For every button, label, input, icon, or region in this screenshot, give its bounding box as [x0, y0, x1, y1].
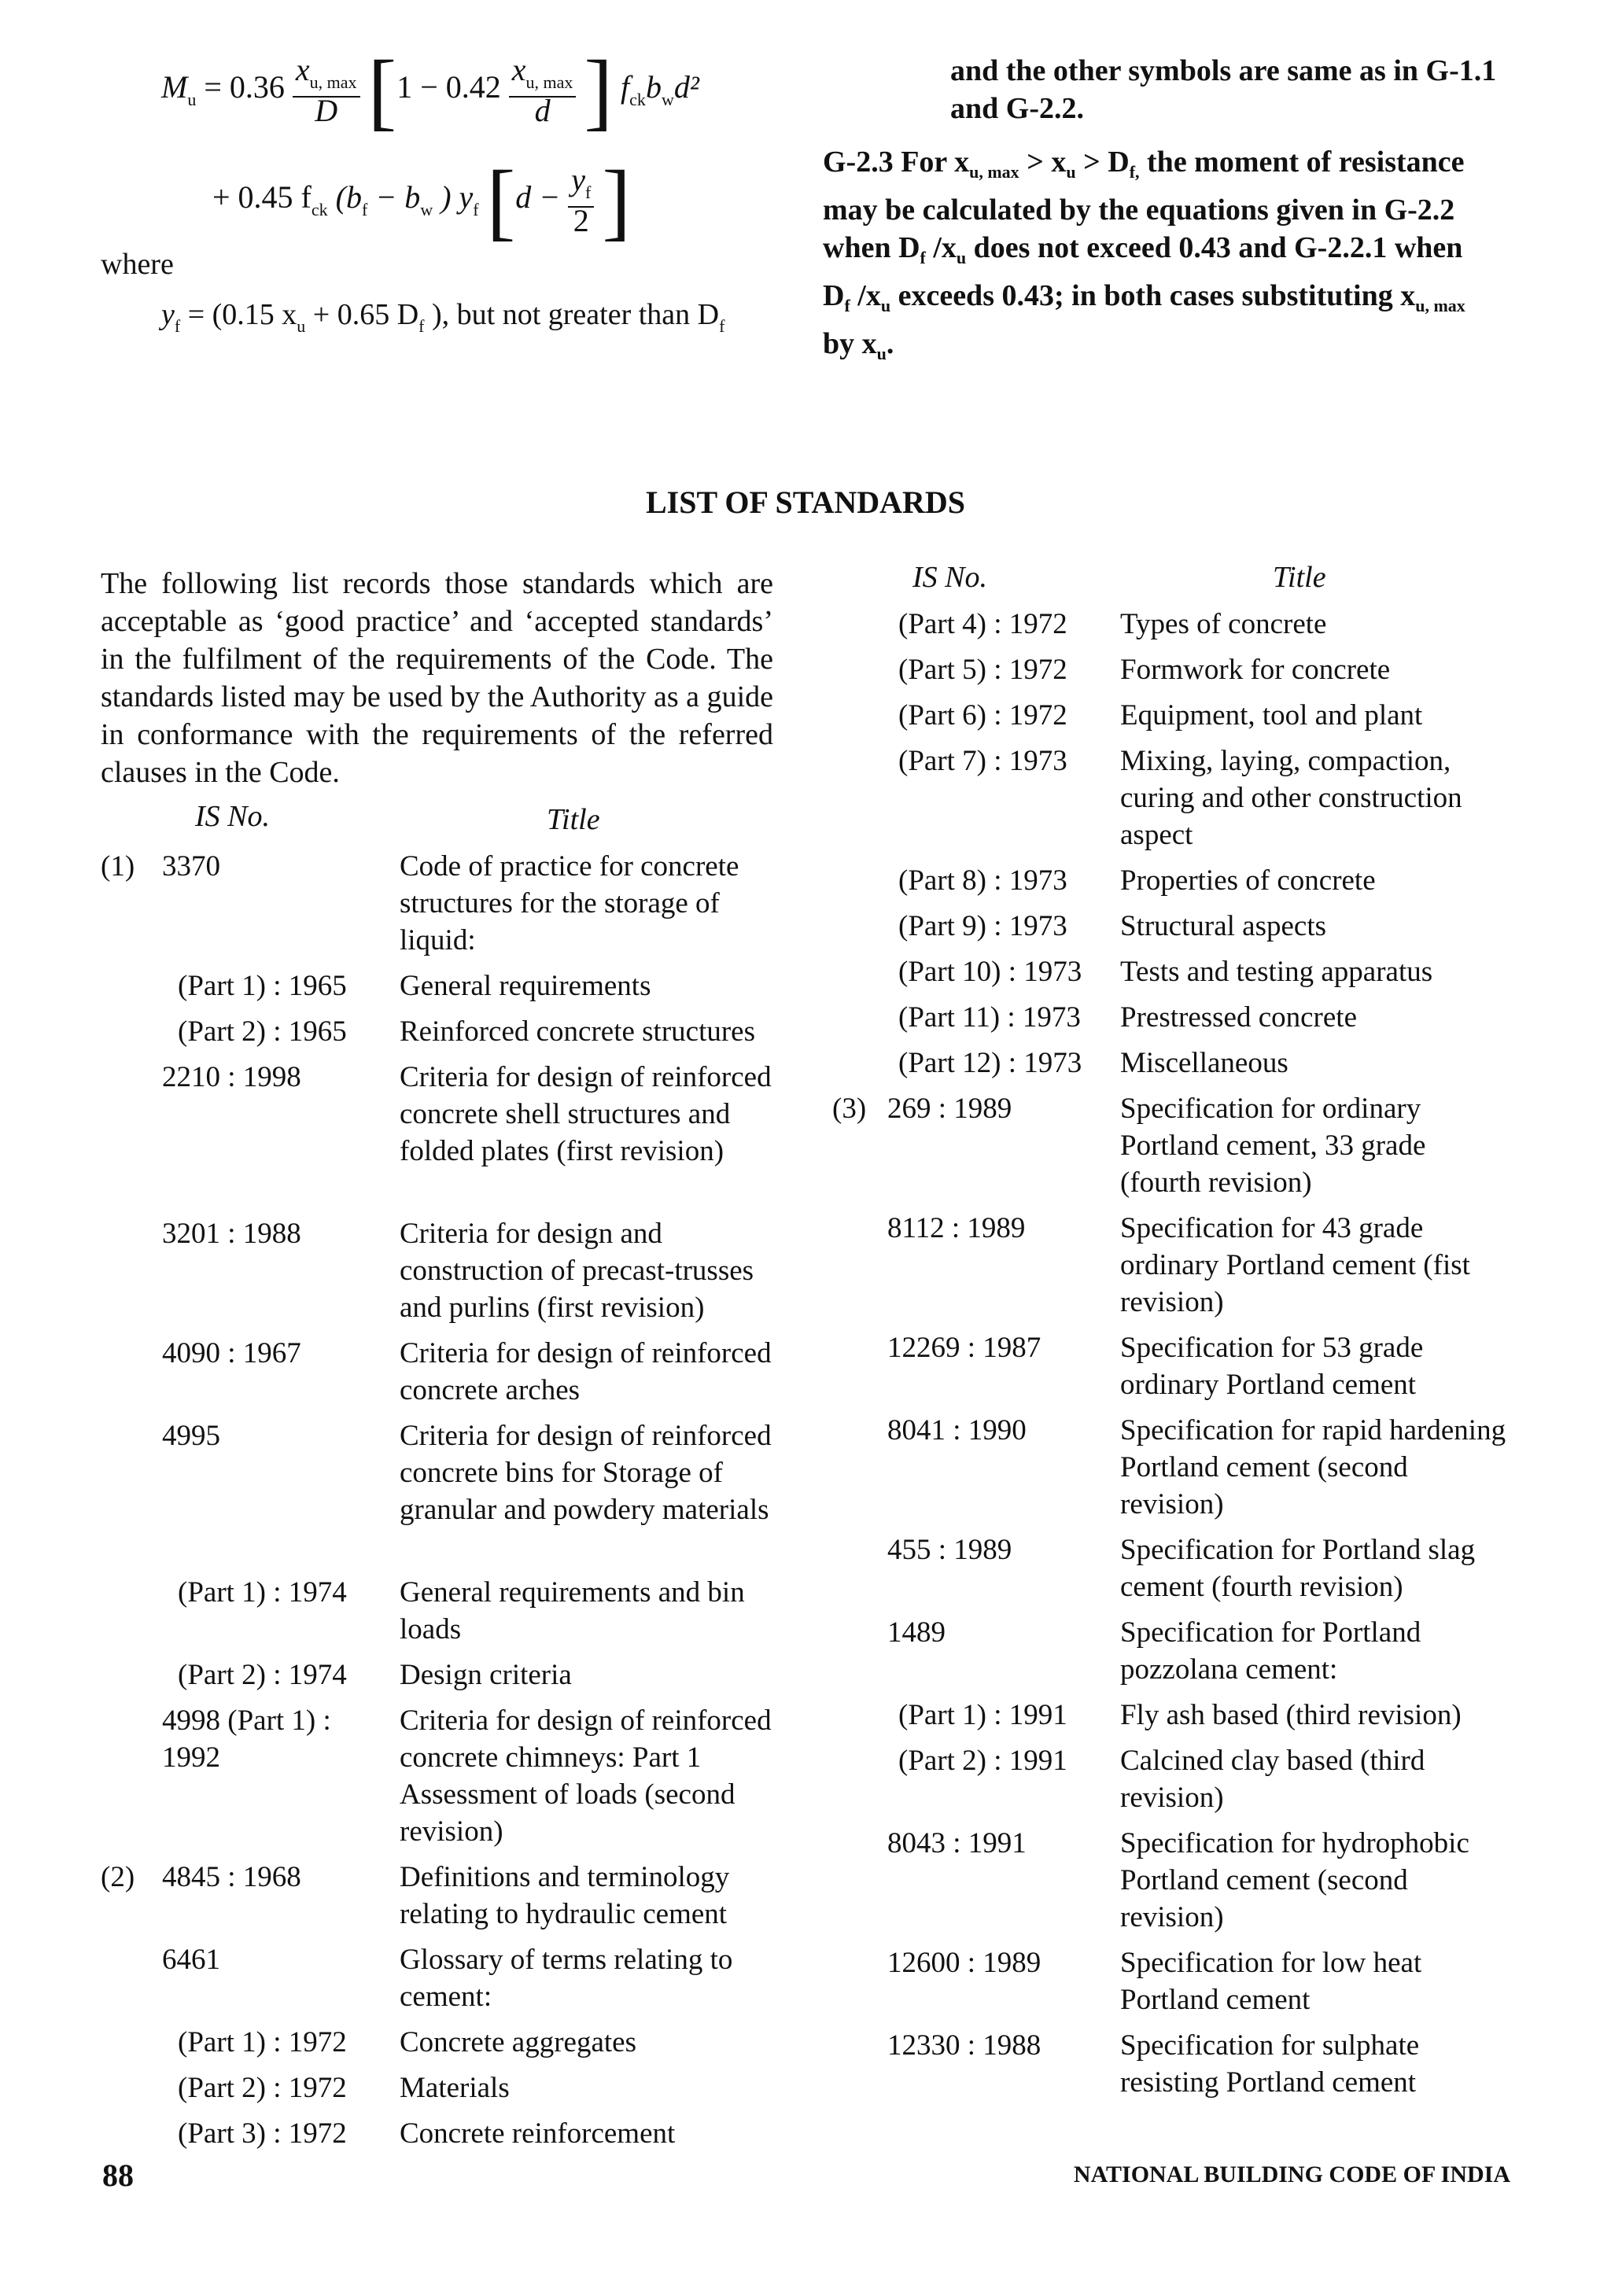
standard-is-number: (Part 1) : 1965 — [178, 970, 347, 1002]
where-label: where — [101, 248, 174, 281]
standard-is-number: (Part 2) : 1965 — [178, 1015, 347, 1048]
left-header-title: Title — [547, 803, 600, 836]
standard-title: Prestressed concrete — [1120, 1001, 1358, 1034]
yf-definition: $y_f = (0.15$ $x_u + 0.65$ $D_f$ ), but not greater than $D_f$ — [161, 298, 725, 336]
clause-label: G-2.3 — [823, 146, 894, 179]
standard-title: Concrete reinforcement — [400, 2117, 676, 2150]
standard-title: General requirements and bin loads — [400, 1576, 745, 1646]
standard-title: Criteria for design of reinforced concrete bins for Storage of granular and powdery materials — [400, 1420, 772, 1526]
standard-title: Specification for sulphate resisting Portland cement — [1120, 2029, 1420, 2099]
standard-title: Mixing, laying, compaction, curing and other construction aspect — [1120, 745, 1462, 851]
standard-title: Tests and testing apparatus — [1120, 956, 1433, 988]
standard-title: Specification for 43 grade ordinary Portland cement (fist revision) — [1120, 1212, 1470, 1318]
clause-g23-line: $D_f$ $/x_u$ exceeds 0.43; in both cases substituting $x_{u, max}$ — [823, 279, 1465, 315]
standard-is-number: 2210 : 1998 — [162, 1061, 301, 1093]
standard-group-index: (1) — [101, 850, 135, 883]
standard-is-number: (Part 8) : 1973 — [898, 864, 1067, 897]
standard-is-number: (Part 1) : 1974 — [178, 1576, 347, 1609]
standard-is-number: 8112 : 1989 — [887, 1212, 1026, 1244]
standard-is-number: 6461 — [162, 1944, 220, 1976]
standard-is-number: 4845 : 1968 — [162, 1861, 301, 1893]
standard-is-number: 8043 : 1991 — [887, 1827, 1027, 1859]
standard-is-number: (Part 9) : 1973 — [898, 910, 1067, 942]
symbols-note: and the other symbols are same as in G-1.1 and G-2.2. — [950, 54, 1497, 125]
standard-title: Criteria for design and construction of precast-trusses and purlins (first revision) — [400, 1218, 754, 1324]
standard-is-number: (Part 5) : 1972 — [898, 654, 1067, 686]
standard-group-index: (3) — [832, 1093, 867, 1125]
standard-title: Structural aspects — [1120, 910, 1326, 942]
page-number: 88 — [102, 2158, 134, 2193]
publication-name: NATIONAL BUILDING CODE OF INDIA — [1073, 2161, 1510, 2187]
standard-title: General requirements — [400, 970, 651, 1002]
standard-title: Criteria for design of reinforced concrete arches — [400, 1337, 772, 1406]
standard-is-number: 4090 : 1967 — [162, 1337, 301, 1369]
standard-title: Specification for ordinary Portland cement, 33 grade (fourth revision) — [1120, 1093, 1426, 1199]
standard-title: Design criteria — [400, 1659, 572, 1691]
standard-title: Reinforced concrete structures — [400, 1015, 756, 1048]
standard-is-number: (Part 2) : 1974 — [178, 1659, 347, 1691]
standard-is-number: (Part 1) : 1991 — [898, 1699, 1067, 1731]
standard-is-number: 269 : 1989 — [887, 1093, 1012, 1125]
standard-title: Calcined clay based (third revision) — [1120, 1745, 1425, 1814]
standard-is-number: 3201 : 1988 — [162, 1218, 301, 1250]
standard-title: Fly ash based (third revision) — [1120, 1699, 1462, 1731]
standard-title: Specification for rapid hardening Portland cement (second revision) — [1120, 1414, 1506, 1520]
standard-is-number: (Part 12) : 1973 — [898, 1047, 1082, 1079]
standard-is-number: 4998 (Part 1) : 1992 — [162, 1704, 331, 1774]
standard-is-number: (Part 4) : 1972 — [898, 608, 1067, 640]
standard-is-number: 455 : 1989 — [887, 1534, 1012, 1566]
standard-is-number: (Part 7) : 1973 — [898, 745, 1067, 777]
standard-is-number: (Part 3) : 1972 — [178, 2117, 347, 2150]
standard-title: Specification for hydrophobic Portland cement (second revision) — [1120, 1827, 1469, 1933]
standard-is-number: 4995 — [162, 1420, 220, 1452]
standard-title: Definitions and terminology relating to hydraulic cement — [400, 1861, 730, 1930]
standard-title: Specification for Portland pozzolana cement: — [1120, 1616, 1421, 1686]
standard-title: Specification for Portland slag cement (fourth revision) — [1120, 1534, 1476, 1603]
formula-line-2: + 0.45 $f_{ck}$ ($b_f - b_w$ ) $y_f$ [d − $\frac{y_f}{2}$ ] — [212, 153, 631, 249]
clause-g23 — [823, 143, 1546, 373]
standard-title: Types of concrete — [1120, 608, 1327, 640]
standard-is-number: (Part 2) : 1991 — [898, 1745, 1067, 1777]
clause-g23-line: by $x_u$. — [823, 327, 894, 363]
right-header-title: Title — [1273, 561, 1326, 594]
standard-is-number: (Part 6) : 1972 — [898, 699, 1067, 732]
standard-is-number: 8041 : 1990 — [887, 1414, 1027, 1447]
standard-is-number: (Part 10) : 1973 — [898, 956, 1082, 988]
left-header-is-no: IS No. — [195, 800, 270, 833]
standard-title: Materials — [400, 2072, 510, 2104]
standard-is-number: 12330 : 1988 — [887, 2029, 1041, 2062]
standard-is-number: 12600 : 1989 — [887, 1947, 1041, 1979]
intro-paragraph: The following list records those standards which are acceptable as ‘good practice’ and ‘accepted standards’ in the fulfilment of the requirements of the Code. The standards listed may be used by the Authority as a guide in conformance with the requirements of the referred clauses in the Code. — [101, 567, 773, 789]
list-of-standards-heading: LIST OF STANDARDS — [645, 485, 966, 520]
standard-is-number: 3370 — [162, 850, 220, 883]
clause-g23-line: may be calculated by the equations given in G-2.2 — [823, 193, 1455, 227]
standard-group-index: (2) — [101, 1861, 135, 1893]
standard-is-number: (Part 1) : 1972 — [178, 2026, 347, 2058]
formula-line-1: $M_u = 0.36$ $\frac{x_{u, max}}{D}$ [1 − 0.42 $\frac{x_{u, max}}{d}$ ] $f_{ck}b_wd^2$ — [161, 42, 699, 138]
clause-g23-line: G-2.3 For $x_{u, max} > x_u > D_{f,}$ the moment of resistance — [823, 146, 1465, 182]
standard-title: Criteria for design of reinforced concrete chimneys: Part 1 Assessment of loads (second revision) — [400, 1704, 772, 1848]
standard-title: Properties of concrete — [1120, 864, 1376, 897]
standard-title: Specification for low heat Portland cement — [1120, 1947, 1422, 2016]
standard-title: Equipment, tool and plant — [1120, 699, 1423, 732]
standard-title: Miscellaneous — [1120, 1047, 1288, 1079]
clause-g23-line: when $D_f$ $/x_u$ does not exceed 0.43 and G-2.2.1 when — [823, 231, 1463, 267]
standard-title: Glossary of terms relating to cement: — [400, 1944, 733, 2013]
standard-is-number: (Part 11) : 1973 — [898, 1001, 1081, 1034]
standard-title: Concrete aggregates — [400, 2026, 636, 2058]
standard-is-number: (Part 2) : 1972 — [178, 2072, 347, 2104]
standard-title: Specification for 53 grade ordinary Portland cement — [1120, 1332, 1424, 1401]
standard-is-number: 12269 : 1987 — [887, 1332, 1041, 1364]
standard-is-number: 1489 — [887, 1616, 946, 1649]
standard-title: Code of practice for concrete structures for the storage of liquid: — [400, 850, 739, 956]
right-header-is-no: IS No. — [912, 561, 987, 594]
standard-title: Criteria for design of reinforced concrete shell structures and folded plates (first revision) — [400, 1061, 772, 1167]
standard-title: Formwork for concrete — [1120, 654, 1391, 686]
